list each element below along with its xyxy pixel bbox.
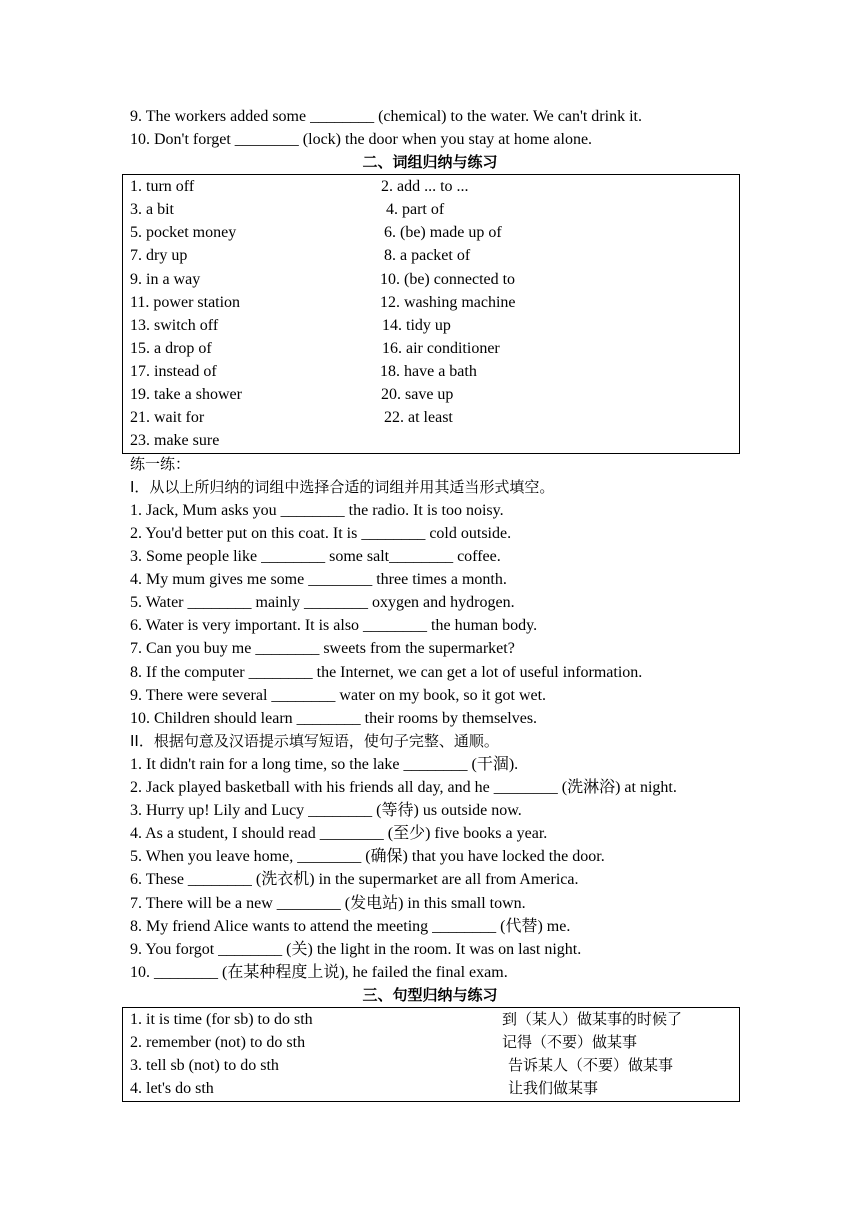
- phrase-item: 6. (be) made up of: [384, 224, 502, 241]
- phrase-item: 12. washing machine: [380, 294, 516, 311]
- phrase-item: 23. make sure: [130, 432, 220, 449]
- exercise-line: 8. My friend Alice wants to attend the meeting ________ (代替) me.: [130, 918, 571, 935]
- exercise-line: 6. These ________ (洗衣机) in the supermarket are all from America.: [130, 871, 579, 888]
- phrase-item: 13. switch off: [130, 317, 219, 334]
- phrase-item: 9. in a way: [130, 271, 201, 288]
- phrase-item: 14. tidy up: [382, 317, 451, 334]
- phrase-item: 21. wait for: [130, 409, 205, 426]
- exercise-line: 7. Can you buy me ________ sweets from the supermarket?: [130, 640, 515, 657]
- pattern-item: 4. let's do sth: [130, 1080, 214, 1097]
- exercise-line: 3. Some people like ________ some salt________ coffee.: [130, 548, 501, 565]
- phrase-item: 10. (be) connected to: [380, 271, 516, 288]
- phrase-item: 19. take a shower: [130, 386, 242, 403]
- section2-title: 二、词组归纳与练习: [362, 153, 498, 171]
- phrase-item: 16. air conditioner: [382, 340, 500, 357]
- phrase-item: 1. turn off: [130, 178, 195, 195]
- phrase-item: 11. power station: [130, 294, 241, 311]
- pattern-item: 1. it is time (for sb) to do sth: [130, 1011, 313, 1028]
- phrase-item: 22. at least: [384, 409, 453, 426]
- phrase-item: 20. save up: [381, 386, 454, 403]
- phrase-item: 18. have a bath: [380, 363, 477, 380]
- exercise-line: 2. Jack played basketball with his friends all day, and he ________ (洗淋浴) at night.: [130, 779, 677, 796]
- exercise-line: 1. It didn't rain for a long time, so the lake ________ (干涸).: [130, 756, 519, 773]
- exercise-line: 9. There were several ________ water on my book, so it got wet.: [130, 687, 547, 704]
- phrase-item: 15. a drop of: [130, 340, 212, 357]
- exercise-line: 10. Don't forget ________ (lock) the door when you stay at home alone.: [130, 131, 593, 148]
- phrase-item: 17. instead of: [130, 363, 217, 380]
- exercise-line: 4. My mum gives me some ________ three times a month.: [130, 571, 507, 588]
- exercise-line: 9. You forgot ________ (关) the light in the room. It was on last night.: [130, 941, 582, 958]
- exercise-line: 9. The workers added some ________ (chemical) to the water. We can't drink it.: [130, 108, 642, 125]
- phrase-item: 8. a packet of: [384, 247, 471, 264]
- practice-label: 练一练：: [130, 455, 191, 473]
- pattern-item: 3. tell sb (not) to do sth: [130, 1057, 279, 1074]
- pattern-meaning: 让我们做某事: [508, 1079, 599, 1097]
- exercise-line: 4. As a student, I should read ________ (至少) five books a year.: [130, 825, 548, 842]
- phrase-item: 2. add ... to ...: [381, 178, 469, 195]
- phrase-item: 7. dry up: [130, 247, 188, 264]
- exercise-line: 10. Children should learn ________ their rooms by themselves.: [130, 710, 538, 727]
- exercise1-title: I．从以上所归纳的词组中选择合适的词组并用其适当形式填空。: [130, 478, 555, 496]
- exercise-line: 6. Water is very important. It is also ________ the human body.: [130, 617, 538, 634]
- exercise-line: 7. There will be a new ________ (发电站) in this small town.: [130, 895, 526, 912]
- exercise-line: 5. When you leave home, ________ (确保) that you have locked the door.: [130, 848, 605, 865]
- exercise-line: 5. Water ________ mainly ________ oxygen and hydrogen.: [130, 594, 515, 611]
- pattern-meaning: 到（某人）做某事的时候了: [502, 1010, 683, 1028]
- exercise-line: 2. You'd better put on this coat. It is ________ cold outside.: [130, 525, 512, 542]
- exercise-line: 10. ________ (在某种程度上说), he failed the final exam.: [130, 964, 508, 981]
- phrase-item: 3. a bit: [130, 201, 174, 218]
- phrase-item: 4. part of: [386, 201, 445, 218]
- exercise-line: 3. Hurry up! Lily and Lucy ________ (等待) us outside now.: [130, 802, 522, 819]
- exercise-line: 1. Jack, Mum asks you ________ the radio. It is too noisy.: [130, 502, 504, 519]
- pattern-meaning: 记得（不要）做某事: [502, 1033, 638, 1051]
- exercise2-title: II．根据句意及汉语提示填写短语，使句子完整、通顺。: [130, 732, 499, 750]
- pattern-meaning: 告诉某人（不要）做某事: [508, 1056, 674, 1074]
- section3-title: 三、句型归纳与练习: [362, 986, 498, 1004]
- phrase-item: 5. pocket money: [130, 224, 237, 241]
- pattern-item: 2. remember (not) to do sth: [130, 1034, 306, 1051]
- exercise-line: 8. If the computer ________ the Internet, we can get a lot of useful information.: [130, 664, 643, 681]
